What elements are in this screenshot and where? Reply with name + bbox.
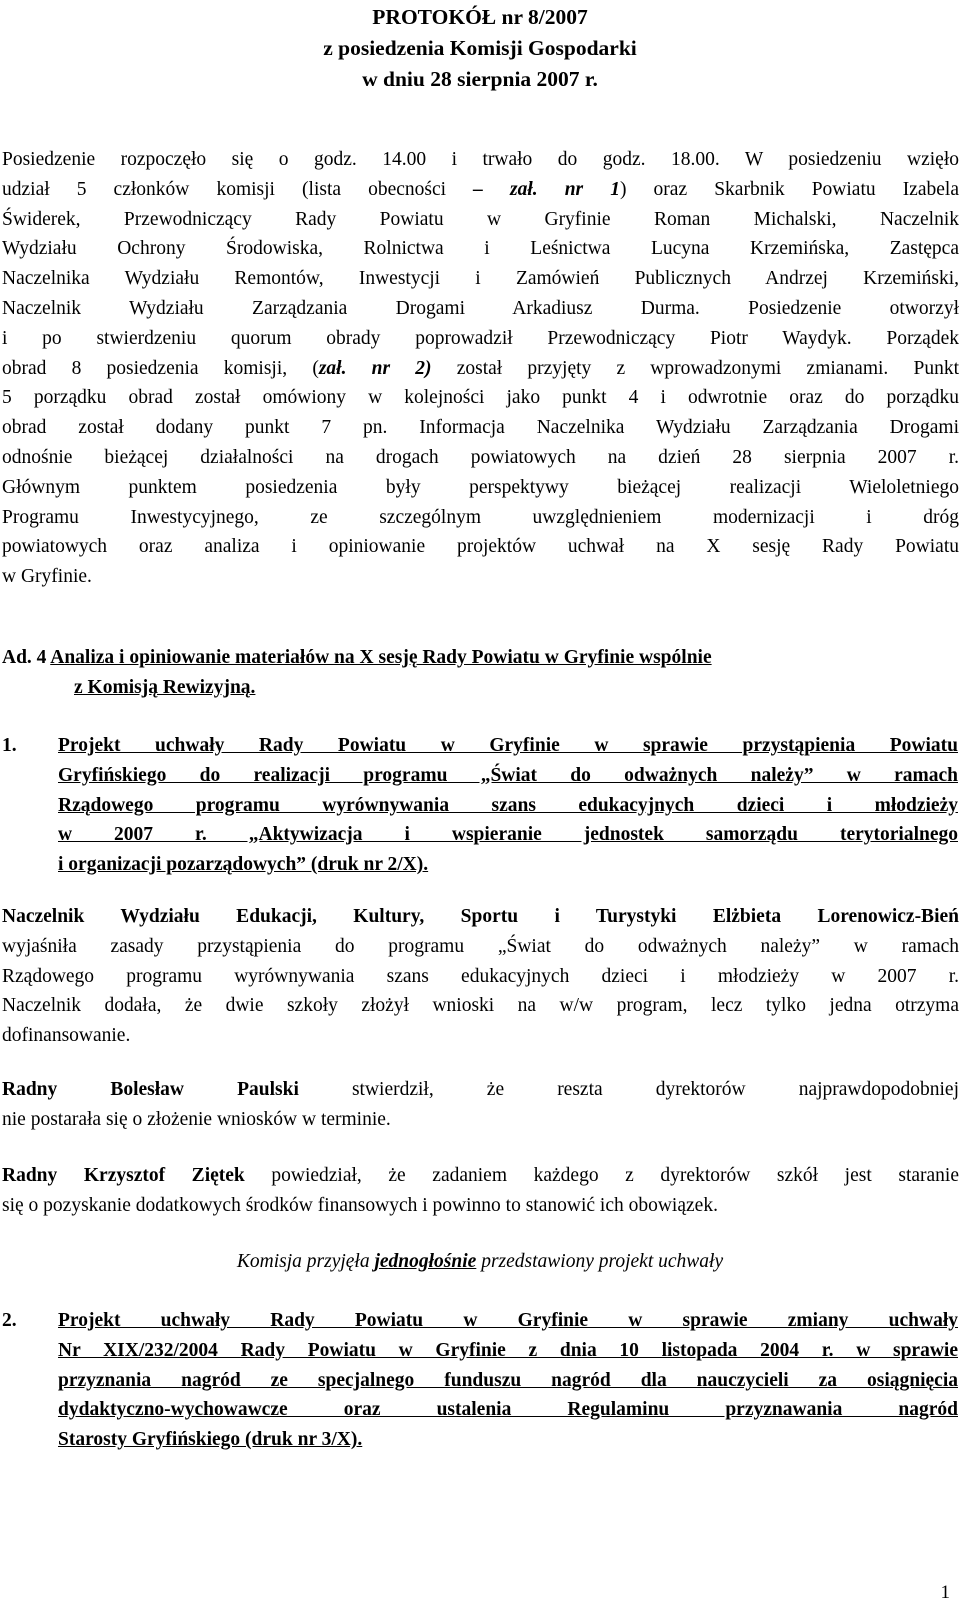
title-line-3: w dniu 28 sierpnia 2007 r. xyxy=(362,67,598,91)
speaker-name: Radny Bolesław Paulski xyxy=(2,1079,299,1100)
resolution-item-1: Projekt uchwały Rady Powiatu w Gryfinie w sprawie przystąpienia Powiatu Gryfińskiego do realizacji programu „Świat do odważnych należy” w ramach Rządowego programu wyrównywania szans edukacyjnych dzieci i młodzieży w 2007 r. „Aktywizacja i wspieranie jednostek samorządu terytorialnego i organizacji pozarządowych” (druk nr 2/X). xyxy=(58,735,958,876)
intro-line: odnośnie bieżącej działalności na drogach powiatowych na dzień 28 sierpnia 2007 r. xyxy=(2,446,959,468)
naczelnik-paragraph: Naczelnik Wydziału Edukacji, Kultury, Sportu i Turystyki Elżbieta Lorenowicz-Bień wyjaśniła zasady przystąpienia do programu „Świat do odważnych należy” w ramach Rządowego programu wyrównywania szans edukacyjnych dzieci i młodzieży w 2007 r. Naczelnik dodała, że dwie szkoły złożył wnioski na w/w program, lecz tylko jedna otrzyma dofinansowanie. xyxy=(2,902,959,1051)
intro-line: Świderek, Przewodniczący Rady Powiatu w Gryfinie Roman Michalski, Naczelnik xyxy=(2,208,959,230)
intro-line: Programu Inwestycyjnego, ze szczególnym uwzględnieniem modernizacji i dróg xyxy=(2,506,959,528)
agenda-heading-line: Ad. 4 Analiza i opiniowanie materiałów na X sesję Rady Powiatu w Gryfinie wspólnie xyxy=(2,647,712,668)
item-number: 2. xyxy=(2,1310,17,1331)
speaker-name: Radny Krzysztof Ziętek xyxy=(2,1165,245,1186)
title-line-2: z posiedzenia Komisji Gospodarki xyxy=(323,36,637,60)
speaker-line: Naczelnik Wydziału Edukacji, Kultury, Sportu i Turystyki Elżbieta Lorenowicz-Bień xyxy=(2,906,959,927)
intro-line: powiatowych oraz analiza i opiniowanie projektów uchwał na X sesję Rady Powiatu xyxy=(2,536,959,558)
intro-line: 5 porządku obrad został omówiony w kolejności jako punkt 4 i odwrotnie oraz do porządku xyxy=(2,387,959,409)
page-number: 1 xyxy=(940,1582,950,1603)
intro-line: Głównym punktem posiedzenia były perspektywy bieżącej realizacji Wieloletniego xyxy=(2,476,959,498)
intro-line: Posiedzenie rozpoczęło się o godz. 14.00 i trwało do godz. 18.00. W posiedzeniu wzięło xyxy=(2,149,959,170)
intro-line: Naczelnik Wydziału Zarządzania Drogami Arkadiusz Durma. Posiedzenie otworzył xyxy=(2,297,959,319)
intro-line: i po stwierdzeniu quorum obrady poprowadził Przewodniczący Piotr Waydyk. Porządek xyxy=(2,327,959,349)
agenda-heading-line: z Komisją Rewizyjną. xyxy=(74,676,256,698)
intro-paragraph xyxy=(2,145,959,592)
decision-word: jednogłośnie xyxy=(374,1251,477,1272)
intro-line: w Gryfinie. xyxy=(2,566,92,588)
attachment-ref: – zał. nr 1 xyxy=(473,178,620,200)
zietek-paragraph: Radny Krzysztof Ziętek powiedział, że zadaniem każdego z dyrektorów szkół jest staranie się o pozyskanie dodatkowych środków finansowych i powinno to stanowić ich obowiązek. xyxy=(2,1165,960,1216)
agenda-item-heading xyxy=(2,643,959,703)
item-number: 1. xyxy=(2,735,17,756)
intro-line: Wydziału Ochrony Środowiska, Rolnictwa i Leśnictwa Lucyna Krzemińska, Zastępca xyxy=(2,238,959,260)
intro-line: obrad został dodany punkt 7 pn. Informacja Naczelnika Wydziału Zarządzania Drogami xyxy=(2,417,959,439)
commission-decision: Komisja przyjęła jednogłośnie przedstawiony projekt uchwały xyxy=(236,1251,724,1272)
paulski-paragraph: Radny Bolesław Paulski stwierdził, że reszta dyrektorów najprawdopodobniej nie postarała się o złożenie wniosków w terminie. xyxy=(2,1079,959,1130)
resolution-item-2: Projekt uchwały Rady Powiatu w Gryfinie w sprawie zmiany uchwały Nr XIX/232/2004 Rady Powiatu w Gryfinie z dnia 10 listopada 2004 r. w sprawie przyznania nagród ze specjalnego funduszu nagród dla nauczycieli za osiągnięcia dydaktyczno-wychowawcze oraz ustalenia Regulaminu przyznawania nagród Starosty Gryfińskiego (druk nr 3/X). xyxy=(58,1310,958,1451)
intro-line: Naczelnika Wydziału Remontów, Inwestycji i Zamówień Publicznych Andrzej Krzemiński, xyxy=(2,268,959,290)
intro-line: obrad 8 posiedzenia komisji, (zał. nr 2) został przyjęty z wprowadzonymi zmianami. Punkt xyxy=(2,357,959,379)
attachment-ref: zał. nr 2) xyxy=(318,357,432,379)
title-line-1: PROTOKÓŁ nr 8/2007 xyxy=(372,5,588,29)
document-title xyxy=(0,2,960,95)
intro-line: udział 5 członków komisji (lista obecności – zał. nr 1) oraz Skarbnik Powiatu Izabela xyxy=(2,178,959,200)
